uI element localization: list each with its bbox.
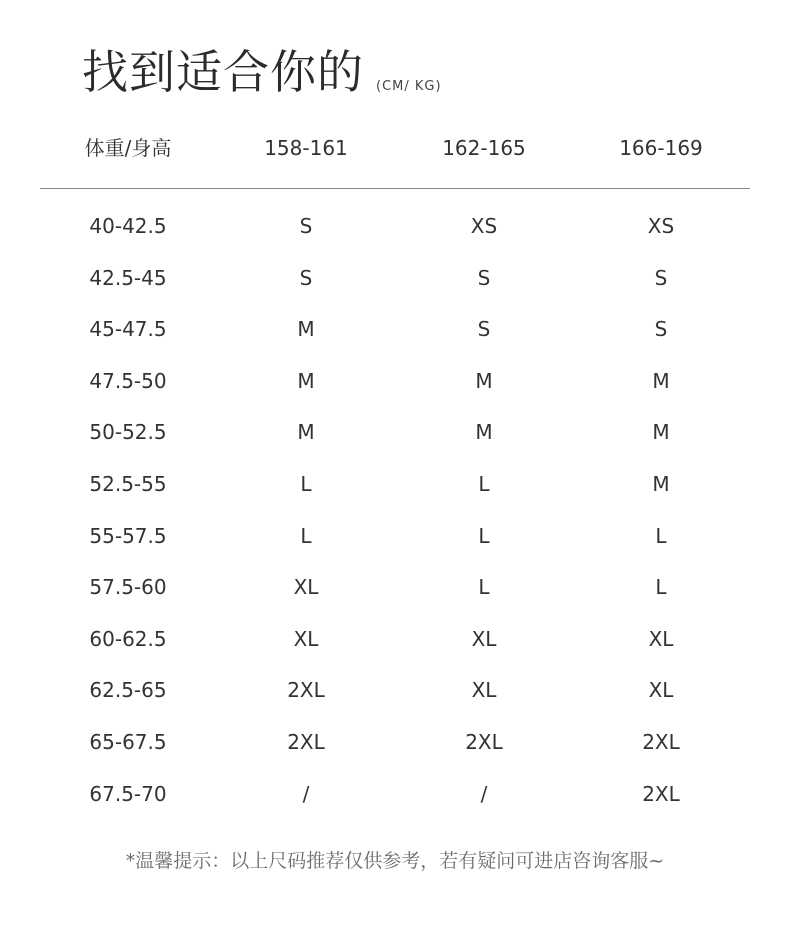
weight-range-cell: 55-57.5 <box>89 523 167 548</box>
size-cell: / <box>480 781 488 806</box>
weight-range-cell: 47.5-50 <box>89 368 167 393</box>
size-cell: XL <box>471 678 497 703</box>
table-row <box>0 567 790 607</box>
size-cell: XL <box>648 678 674 703</box>
size-cell: L <box>478 575 490 600</box>
table-row <box>0 774 790 814</box>
size-cell: XL <box>293 626 319 651</box>
size-cell: 2XL <box>465 730 503 754</box>
size-cell: L <box>300 472 312 496</box>
size-cell: S <box>654 317 668 342</box>
size-cell: L <box>655 523 667 548</box>
size-cell: 2XL <box>642 730 680 754</box>
header-height-162-165: 162-165 <box>442 136 526 160</box>
weight-range-cell: 57.5-60 <box>89 575 167 600</box>
size-cell: 2XL <box>287 678 325 703</box>
table-row <box>0 722 790 762</box>
size-cell: XS <box>647 214 675 238</box>
header-weight-height: 体重/身高 <box>84 136 172 160</box>
table-row <box>0 258 790 298</box>
weight-range-cell: 42.5-45 <box>89 265 167 290</box>
weight-range-cell: 52.5-55 <box>89 472 167 496</box>
size-cell: XL <box>648 626 674 651</box>
weight-range-cell: 67.5-70 <box>89 781 167 806</box>
size-cell: S <box>477 265 491 290</box>
size-cell: M <box>652 368 670 393</box>
header-height-158-161: 158-161 <box>264 136 348 160</box>
unit-label: (CM/ KG) <box>376 79 442 94</box>
header-height-166-169: 166-169 <box>619 136 703 160</box>
size-cell: L <box>300 523 312 548</box>
size-cell: M <box>297 317 315 342</box>
weight-range-cell: 40-42.5 <box>89 214 167 238</box>
size-cell: L <box>655 575 667 600</box>
size-cell: XL <box>293 575 319 600</box>
weight-range-cell: 60-62.5 <box>89 626 167 651</box>
size-cell: M <box>652 420 670 445</box>
weight-range-cell: 62.5-65 <box>89 678 167 703</box>
header-divider <box>40 188 750 189</box>
table-row <box>0 619 790 659</box>
size-cell: 2XL <box>287 730 325 754</box>
footnote: *温馨提示：以上尺码推荐仅供参考，若有疑问可进店咨询客服~ <box>125 850 665 872</box>
table-header <box>0 128 790 168</box>
table-row <box>0 206 790 246</box>
table-row <box>0 516 790 556</box>
size-cell: M <box>475 368 493 393</box>
size-cell: XL <box>471 626 497 651</box>
weight-range-cell: 65-67.5 <box>89 730 167 754</box>
size-cell: S <box>299 214 313 238</box>
weight-range-cell: 45-47.5 <box>89 317 167 342</box>
size-cell: L <box>478 523 490 548</box>
size-cell: XS <box>470 214 498 238</box>
size-cell: S <box>654 265 668 290</box>
size-cell: 2XL <box>642 781 680 806</box>
table-row <box>0 464 790 504</box>
size-cell: S <box>477 317 491 342</box>
weight-range-cell: 50-52.5 <box>89 420 167 445</box>
table-row <box>0 670 790 710</box>
table-row <box>0 361 790 401</box>
size-cell: M <box>652 472 670 496</box>
table-row <box>0 412 790 452</box>
page-title: 找到适合你的 <box>82 45 364 99</box>
size-cell: M <box>475 420 493 445</box>
table-row <box>0 309 790 349</box>
size-cell: L <box>478 472 490 496</box>
size-cell: / <box>302 781 310 806</box>
size-cell: S <box>299 265 313 290</box>
size-cell: M <box>297 368 315 393</box>
size-cell: M <box>297 420 315 445</box>
